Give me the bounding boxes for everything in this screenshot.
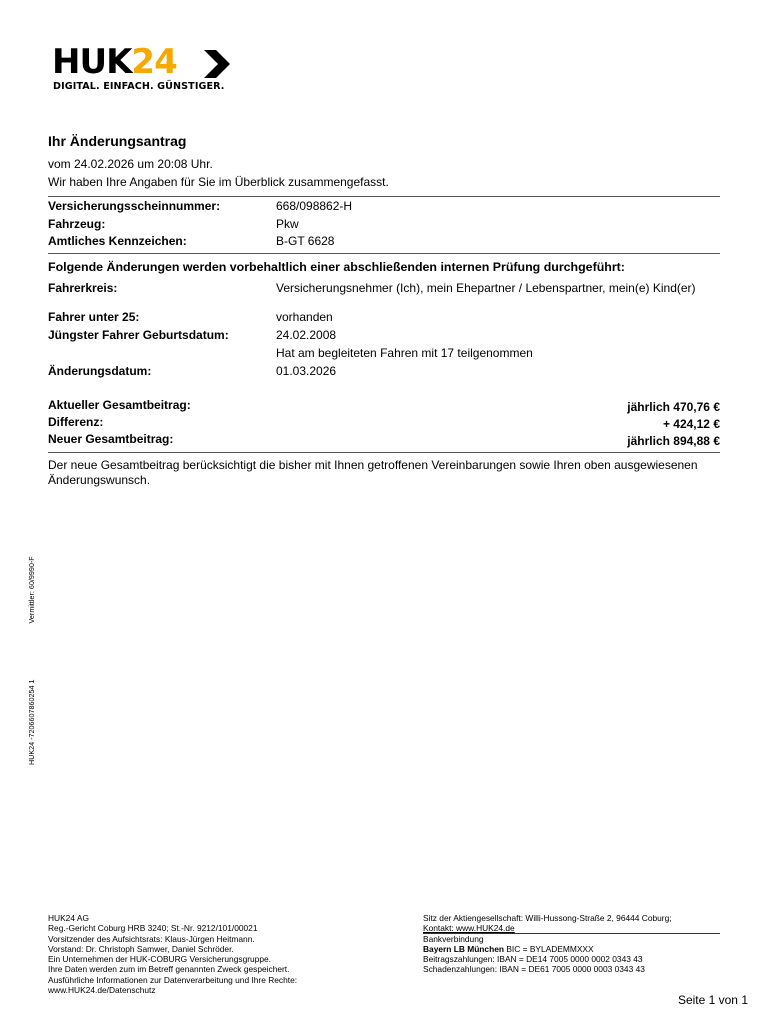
changes-heading: Folgende Änderungen werden vorbehaltlich einer abschließenden internen Prüfung durchgeführt: [48, 260, 625, 274]
field-value: 24.02.2008 [276, 328, 337, 342]
field-label: Amtliches Kennzeichen: [48, 234, 187, 248]
chevron-right-icon [204, 50, 230, 78]
page-title: Ihr Änderungsantrag [48, 133, 187, 149]
page-number: Seite 1 von 1 [677, 993, 748, 1007]
summary-note: Der neue Gesamtbeitrag berücksichtigt die bisher mit Ihnen getroffenen Vereinbarungen sowie Ihren oben ausgewiesenen Änderungswunsch. [48, 458, 698, 487]
divider [48, 253, 720, 254]
footer-contact-link[interactable]: Kontakt: www.HUK24.de [423, 923, 515, 934]
field-label: Versicherungsscheinnummer: [48, 199, 221, 213]
document-id: HUK24 -7206607860254 1 [27, 679, 36, 765]
total-value: jährlich 894,88 € [627, 434, 720, 448]
total-label: Neuer Gesamtbeitrag: [48, 432, 174, 446]
logo-slogan: DIGITAL. EINFACH. GÜNSTIGER. [53, 81, 225, 92]
footer-line: Vorsitzender des Aufsichtsrats: Klaus-Jürgen Heitmann. [48, 933, 255, 944]
footer-bank-heading: Bankverbindung [423, 933, 484, 944]
field-value: B-GT 6628 [276, 234, 335, 248]
footer-company-info [48, 913, 297, 995]
field-label: Fahrer unter 25: [48, 310, 140, 324]
field-value: 01.03.2026 [276, 364, 337, 378]
total-value: jährlich 470,76 € [627, 400, 720, 414]
logo-name-prefix: HUK [52, 42, 132, 82]
logo-name-number: 24 [131, 42, 177, 82]
field-value: Versicherungsnehmer (Ich), mein Ehepartner / Lebenspartner, mein(e) Kind(er) [276, 281, 696, 295]
divider [48, 196, 720, 197]
footer-seat: Sitz der Aktiengesellschaft: Willi-Hussong-Straße 2, 96444 Coburg; [423, 913, 672, 923]
date-line: vom 24.02.2026 um 20:08 Uhr. [48, 157, 213, 171]
field-label: Jüngster Fahrer Geburtsdatum: [48, 328, 229, 342]
footer-line: HUK24 AG [48, 913, 89, 923]
total-value: + 424,12 € [662, 417, 720, 431]
field-value: 668/098862-H [276, 199, 353, 213]
footer-bank-info [423, 913, 672, 975]
logo-wordmark [52, 44, 177, 80]
footer-claims-iban: Schadenzahlungen: IBAN = DE61 7005 0000 0003 0343 43 [423, 964, 645, 975]
total-label: Differenz: [48, 415, 104, 429]
field-note: Hat am begleiteten Fahren mit 17 teilgenommen [276, 346, 533, 360]
bank-bic: BIC = BYLADEMMXXX [506, 943, 594, 954]
field-label: Fahrerkreis: [48, 281, 118, 295]
footer-divider [423, 933, 720, 934]
field-label: Änderungsdatum: [48, 364, 152, 378]
footer-bank-line [423, 944, 672, 954]
intro-text: Wir haben Ihre Angaben für Sie im Überblick zusammengefasst. [48, 175, 389, 189]
field-value: Pkw [276, 217, 299, 231]
footer-line: Ein Unternehmen der HUK-COBURG Versicherungsgruppe. [48, 954, 271, 965]
footer-line: Reg.-Gericht Coburg HRB 3240; St.-Nr. 9212/101/00021 [48, 923, 258, 934]
footer-premium-iban: Beitragszahlungen: IBAN = DE14 7005 0000 0002 0343 43 [423, 954, 643, 965]
divider [48, 452, 720, 453]
footer-line: Vorstand: Dr. Christoph Samwer, Daniel Schröder. [48, 943, 234, 954]
huk24-logo [52, 44, 242, 94]
total-label: Aktueller Gesamtbeitrag: [48, 398, 191, 412]
footer-line: Ihre Daten werden zum im Betreff genannten Zweck gespeichert. [48, 964, 290, 975]
agent-number: Vermittler: 60/9990-F [27, 556, 36, 624]
field-value: vorhanden [276, 310, 333, 324]
footer-line: Ausführliche Informationen zur Datenverarbeitung und Ihre Rechte: [48, 974, 298, 985]
field-label: Fahrzeug: [48, 217, 106, 231]
footer-link-privacy[interactable]: www.HUK24.de/Datenschutz [48, 985, 156, 996]
side-reference [27, 556, 36, 765]
bank-name: Bayern LB München [423, 943, 504, 954]
